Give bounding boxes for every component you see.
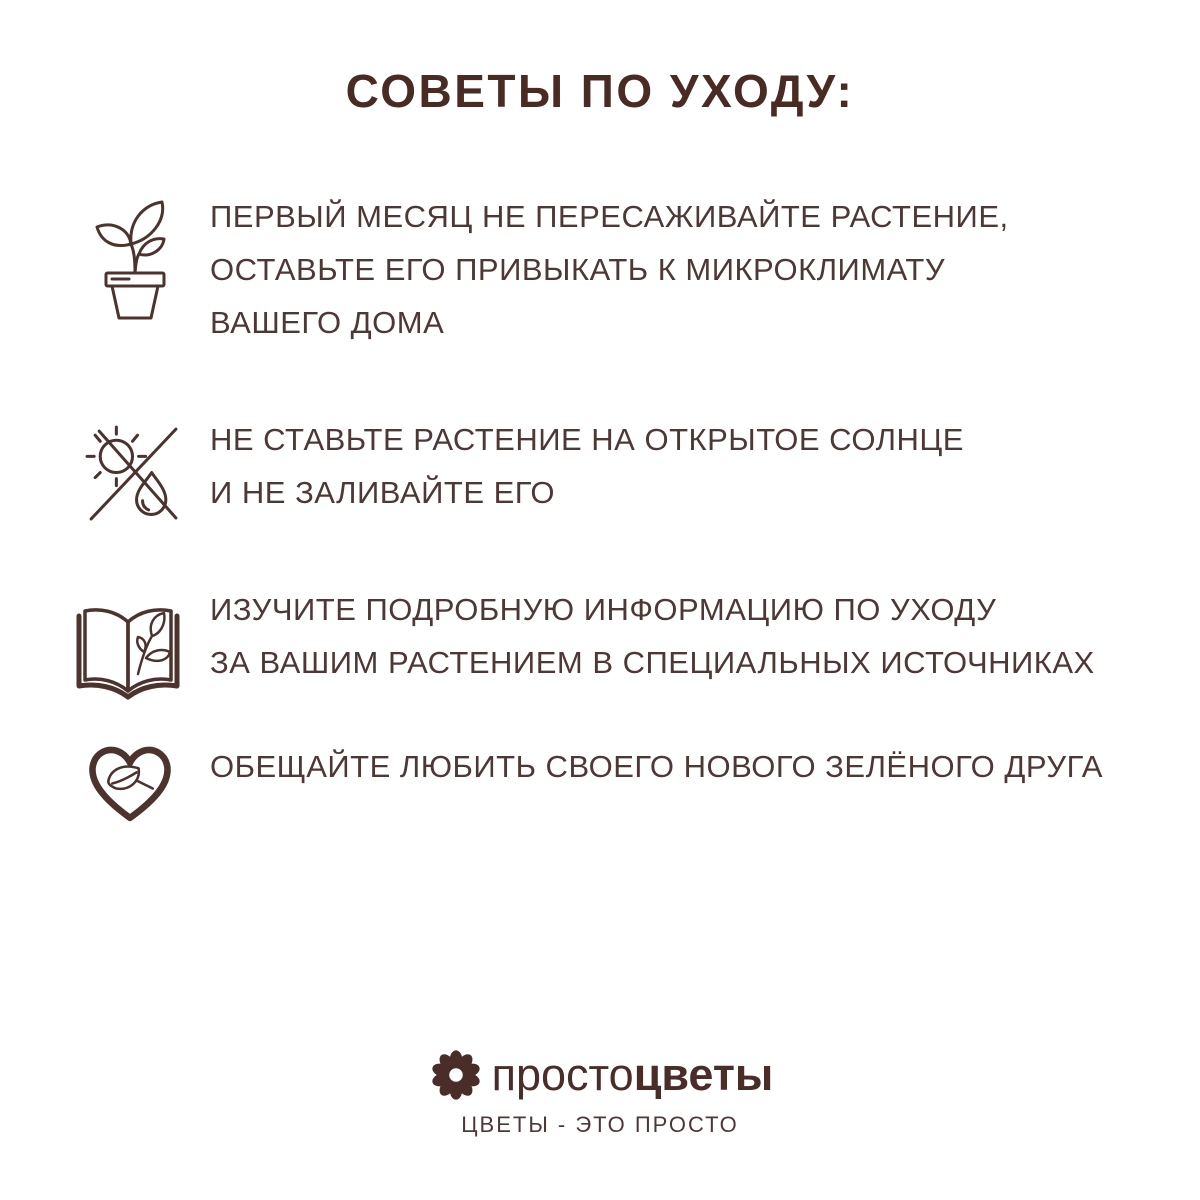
tip-line: ИЗУЧИТЕ ПОДРОБНУЮ ИНФОРМАЦИЮ ПО УХОДУ xyxy=(210,592,997,627)
flower-logo-icon xyxy=(427,1046,485,1104)
tip-text-research xyxy=(210,583,1095,689)
brand-name xyxy=(492,1046,774,1104)
brand-tagline: ЦВЕТЫ - ЭТО ПРОСТО xyxy=(461,1112,739,1137)
tip-line: ЗА ВАШИМ РАСТЕНИЕМ В СПЕЦИАЛЬНЫХ ИСТОЧНИКАХ xyxy=(210,645,1095,680)
tip-line: И НЕ ЗАЛИВАЙТЕ ЕГО xyxy=(210,475,555,510)
tip-line: НЕ СТАВЬТЕ РАСТЕНИЕ НА ОТКРЫТОЕ СОЛНЦЕ xyxy=(210,422,964,457)
brand-name-regular: просто xyxy=(491,1049,634,1100)
tip-text-sunlight xyxy=(210,413,964,519)
tip-text-love xyxy=(210,740,1103,793)
page-title: СОВЕТЫ ПО УХОДУ: xyxy=(345,65,855,117)
tip-line: ОСТАВЬТЕ ЕГО ПРИВЫКАТЬ К МИКРОКЛИМАТУ xyxy=(210,252,946,287)
tip-text-repotting xyxy=(210,190,1009,349)
care-guide-book-icon xyxy=(72,596,184,700)
potted-plant-icon xyxy=(85,197,185,322)
brand-name-bold: цветы xyxy=(633,1049,774,1100)
no-sun-no-overwatering-icon xyxy=(78,416,184,522)
footer-brand xyxy=(0,1046,1200,1138)
tip-line: ПЕРВЫЙ МЕСЯЦ НЕ ПЕРЕСАЖИВАЙТЕ РАСТЕНИЕ, xyxy=(210,199,1009,234)
heart-leaf-icon xyxy=(82,736,178,832)
tip-line: ОБЕЩАЙТЕ ЛЮБИТЬ СВОЕГО НОВОГО ЗЕЛЁНОГО ДРУГА xyxy=(210,749,1103,784)
tip-line: ВАШЕГО ДОМА xyxy=(210,305,445,340)
